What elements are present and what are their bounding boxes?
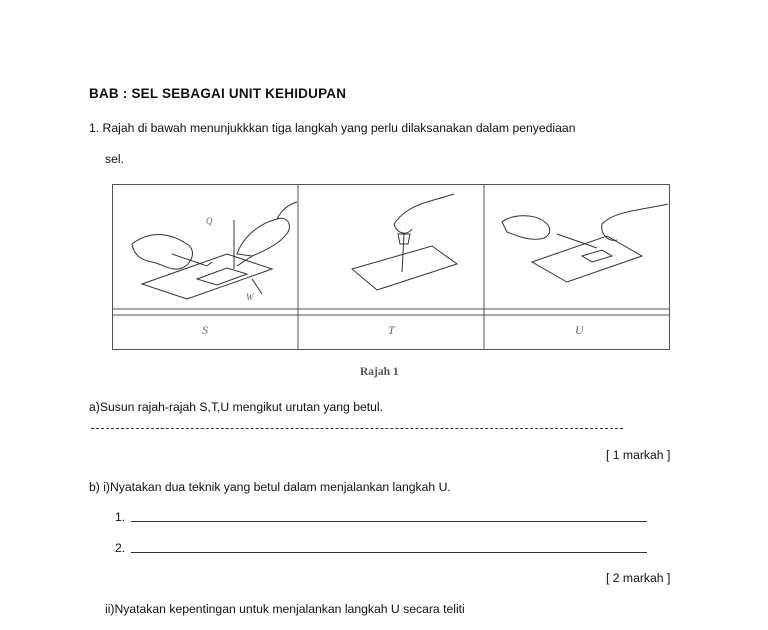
chapter-heading: BAB : SEL SEBAGAI UNIT KEHIDUPAN	[89, 86, 347, 101]
question-1-text-continued: sel.	[105, 152, 124, 166]
part-a-question: a)Susun rajah-rajah S,T,U mengikut urutan yang betul.	[89, 400, 384, 414]
part-b-answer-2-line[interactable]	[131, 552, 647, 553]
question-1-text: 1. Rajah di bawah menunjukkkan tiga langkah yang perlu dilaksanakan dalam penyediaan	[89, 121, 576, 135]
part-b-answer-2-label: 2.	[115, 541, 126, 555]
figure-caption: Rajah 1	[360, 366, 399, 378]
part-b-answer-1-line[interactable]	[131, 521, 647, 522]
figure-rajah-1	[112, 184, 670, 350]
part-b-ii-question: ii)Nyatakan kepentingan untuk menjalankan langkah U secara teliti	[105, 602, 465, 616]
part-a-marks: [ 1 markah ]	[606, 448, 671, 462]
part-a-answer-line[interactable]	[91, 428, 623, 429]
part-b-i-question: b) i)Nyatakan dua teknik yang betul dalam menjalankan langkah U.	[89, 480, 451, 494]
label-q: Q	[206, 216, 213, 226]
part-b-marks: [ 2 markah ]	[606, 571, 671, 585]
panel-label-s: S	[202, 323, 208, 337]
panel-label-t: T	[388, 323, 395, 337]
panel-label-u: U	[575, 323, 584, 337]
label-w: W	[246, 292, 254, 302]
part-b-answer-1-label: 1.	[115, 510, 126, 524]
figure-drawing	[112, 184, 670, 350]
